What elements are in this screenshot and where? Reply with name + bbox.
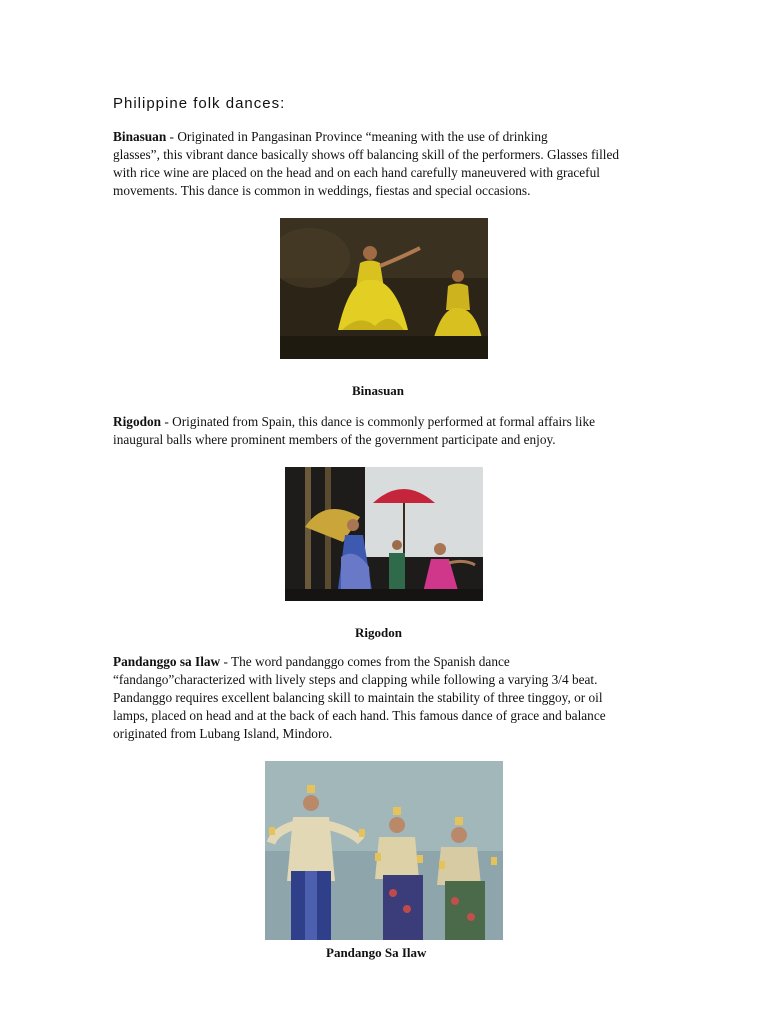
rigodon-text-line: Originated from Spain, this dance is commonly performed at formal affairs like xyxy=(172,414,596,429)
binasuan-text-line: with rice wine are placed on the head and on each hand carefully maneuvered with graceful xyxy=(113,165,600,180)
pandanggo-caption: Pandango Sa Ilaw xyxy=(326,945,427,960)
pandanggo-term: Pandanggo sa Ilaw xyxy=(113,654,221,669)
binasuan-text-line: movements. This dance is common in weddings, fiestas and special occasions. xyxy=(113,183,531,198)
pandanggo-text-line: originated from Lubang Island, Mindoro. xyxy=(113,726,333,741)
pandanggo-description: Pandanggo sa Ilaw - The word pandanggo comes from the Spanish dance “fandango”characterized with lively steps and clapping while following a varying 3/4 beat. Pandanggo requires excellent balancing skill to maintain the stability of three tinggoy, or oil lamps, placed on head and at the back of each hand. This famous dance of grace and balance originated from Lubang Island, Mindoro. xyxy=(113,653,653,743)
page-title: Philippine folk dances: xyxy=(113,95,286,112)
rigodon-text-line: inaugural balls where prominent members of the government participate and enjoy. xyxy=(113,432,556,447)
binasuan-term: Binasuan xyxy=(113,129,167,144)
binasuan-text-line: glasses”, this vibrant dance basically shows off balancing skill of the performers. Glasses filled xyxy=(113,147,620,162)
rigodon-term: Rigodon xyxy=(113,414,162,429)
pandanggo-photo xyxy=(265,761,503,940)
binasuan-caption: Binasuan xyxy=(352,383,405,398)
pandanggo-text-line: The word pandanggo comes from the Spanish dance xyxy=(231,654,510,669)
pandanggo-text-line: Pandanggo requires excellent balancing skill to maintain the stability of three tinggoy, or oil xyxy=(113,690,603,705)
rigodon-description: Rigodon - Originated from Spain, this dance is commonly performed at formal affairs like inaugural balls where prominent members of the government participate and enjoy. xyxy=(113,413,653,449)
pandanggo-text-line: lamps, placed on head and at the back of each hand. This famous dance of grace and balance xyxy=(113,708,606,723)
binasuan-description: Binasuan - Originated in Pangasinan Province “meaning with the use of drinking glasses”, this vibrant dance basically shows off balancing skill of the performers. Glasses filled with rice wine are placed on the head and on each hand carefully maneuvered with graceful movements. This dance is common in weddings, fiestas and special occasions. xyxy=(113,128,653,200)
rigodon-caption: Rigodon xyxy=(355,625,402,640)
rigodon-photo xyxy=(285,467,483,601)
pandanggo-text-line: “fandango”characterized with lively steps and clapping while following a varying 3/4 beat. xyxy=(113,672,598,687)
binasuan-text-line: Originated in Pangasinan Province “meaning with the use of drinking xyxy=(177,129,548,144)
binasuan-photo xyxy=(280,218,488,359)
